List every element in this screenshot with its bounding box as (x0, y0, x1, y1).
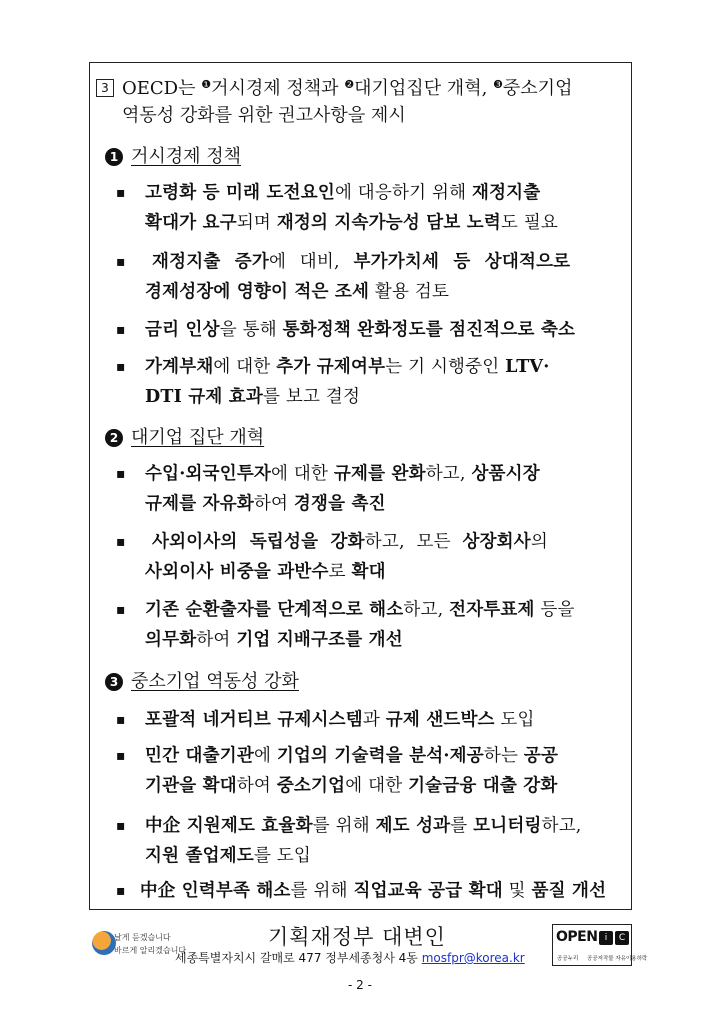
page-number: - 2 - (348, 978, 372, 992)
list-item-cont: DTI 규제 효과를 보고 결정 (145, 387, 361, 407)
list-item: 기존 순환출자를 단계적으로 해소하고, 전자투표제 등을 (145, 600, 575, 620)
section-header-line2: 역동성 강화를 위한 권고사항을 제시 (122, 105, 406, 126)
chaebol-title: 2 대기업 집단 개혁 (105, 426, 264, 450)
circled-number-icon: 2 (105, 429, 123, 447)
footer-org: 기획재정부 대변인 (268, 925, 446, 949)
bullet-icon: ▪ (116, 818, 126, 834)
open-license-badge: OPEN i C 공공누리 공공저작물 자유이용허락 (552, 924, 632, 966)
list-item-cont: 규제를 자유화하여 경쟁을 촉진 (145, 494, 386, 514)
list-item-cont: 기관을 확대하여 중소기업에 대한 기술금융 대출 강화 (145, 776, 558, 796)
section-header: 3 OECD는 $^❶$거시경제 정책과 $^❷$대기업집단 개혁, $^❸$중소기업 (96, 73, 572, 101)
list-item: 재정지출 증가에 대비, 부가가치세 등 상대적으로 (152, 252, 571, 272)
footer-address: 세종특별자치시 갈매로 477 정부세종청사 4동 mosfpr@korea.kr (175, 951, 525, 965)
list-item-cont: 사외이사 비중을 과반수로 확대 (145, 562, 386, 582)
list-item: 고령화 등 미래 도전요인에 대응하기 위해 재정지출 (145, 183, 541, 203)
bullet-icon: ▪ (116, 466, 126, 482)
list-item-cont: 지원 졸업제도를 도입 (145, 846, 312, 866)
email-link[interactable]: mosfpr@korea.kr (421, 951, 525, 965)
list-item-cont: 경제성장에 영향이 적은 조세 활용 검토 (145, 282, 450, 302)
list-item: 수입·외국인투자에 대한 규제를 완화하고, 상품시장 (145, 464, 540, 484)
sme-title: 3 중소기업 역동성 강화 (105, 670, 299, 694)
bullet-icon: ▪ (116, 883, 126, 899)
bullet-icon: ▪ (116, 185, 126, 201)
list-item: 포괄적 네거티브 규제시스템과 규제 샌드박스 도입 (145, 710, 535, 730)
list-item-cont: 의무화하여 기업 지배구조를 개선 (145, 630, 403, 650)
list-item-cont: 확대가 요구되며 재정의 지속가능성 담보 노력도 필요 (145, 213, 559, 233)
circled-number-icon: 3 (105, 673, 123, 691)
bullet-icon: ▪ (116, 712, 126, 728)
copyright-icon: C (615, 931, 629, 945)
ministry-logo: 날게 듣겠습니다 바르게 알리겠습니다 (92, 929, 180, 959)
list-item: 민간 대출기관에 기업의 기술력을 분석·제공하는 공공 (145, 746, 559, 766)
logo-mark-icon (92, 931, 116, 955)
list-item: 금리 인상을 통해 통화정책 완화정도를 점진적으로 축소 (145, 320, 576, 340)
bullet-icon: ▪ (116, 322, 126, 338)
list-item: 가계부채에 대한 추가 규제여부는 기 시행중인 LTV· (145, 357, 550, 377)
list-item: 中企 지원제도 효율화를 위해 제도 성과를 모니터링하고, (145, 816, 582, 836)
macro-title: 1 거시경제 정책 (105, 145, 241, 169)
bullet-icon: ▪ (116, 602, 126, 618)
bullet-icon: ▪ (116, 359, 126, 375)
attribution-icon: i (599, 931, 613, 945)
circled-number-icon: 1 (105, 148, 123, 166)
list-item: 사외이사의 독립성을 강화하고, 모든 상장회사의 (152, 532, 548, 552)
bullet-icon: ▪ (116, 748, 126, 764)
section-number: 3 (96, 79, 114, 97)
bullet-icon: ▪ (116, 534, 126, 550)
list-item: 中企 인력부족 해소를 위해 직업교육 공급 확대 및 품질 개선 (140, 881, 607, 901)
bullet-icon: ▪ (116, 254, 126, 270)
